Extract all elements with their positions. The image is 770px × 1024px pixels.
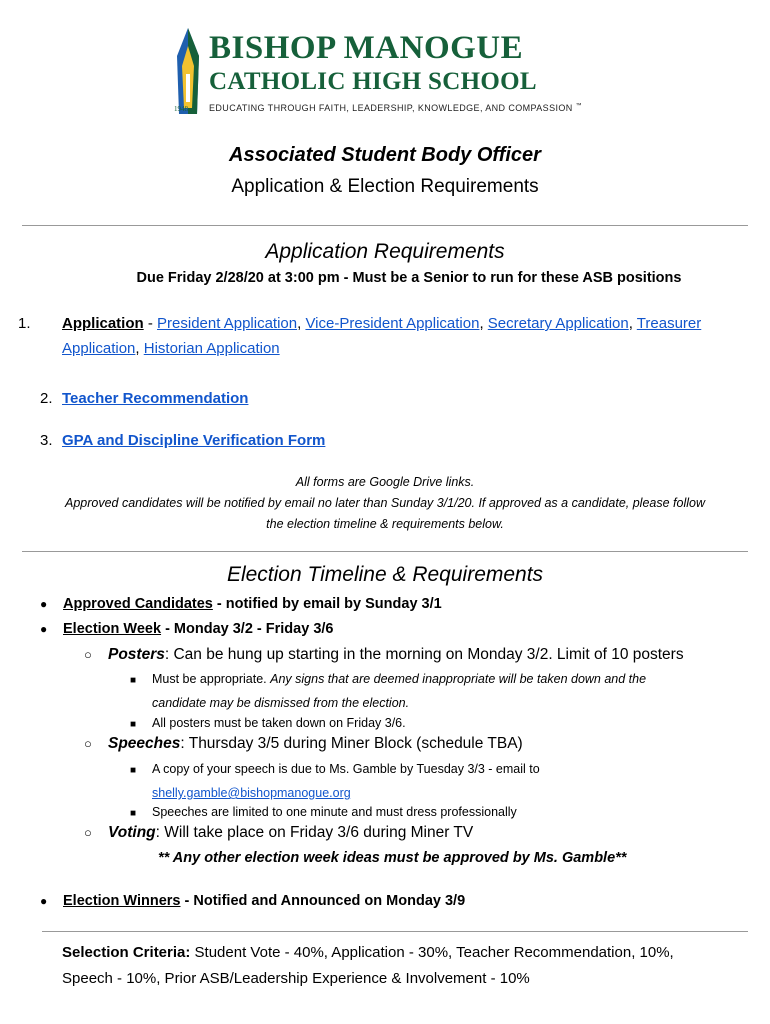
note-google-drive: All forms are Google Drive links. bbox=[295, 475, 475, 489]
bullet-election-week: ● Election Week - Monday 3/2 - Friday 3/6 bbox=[40, 621, 334, 637]
selection-criteria: Selection Criteria: Student Vote - 40%, Application - 30%, Teacher Recommendation, 10%, Speech - 10%, Prior ASB/Leadership Experience & Involvement - 10% bbox=[62, 944, 674, 987]
circle-bullet-glyph: ○ bbox=[84, 736, 92, 751]
note-follow: the election timeline & requirements below. bbox=[266, 517, 504, 531]
bullet-approved-candidates: ● Approved Candidates - notified by email by Sunday 3/1 bbox=[40, 596, 442, 612]
bullet-election-winners: ● Election Winners - Notified and Announced on Monday 3/9 bbox=[40, 893, 466, 909]
gamble-email-link[interactable]: shelly.gamble@bishopmanogue.org bbox=[152, 786, 351, 800]
sub-bullet-voting: ○ Voting: Will take place on Friday 3/6 during Miner TV bbox=[84, 824, 474, 841]
poster-rule-takedown: ■ All posters must be taken down on Friday 3/6. bbox=[130, 712, 406, 736]
teacher-recommendation-link[interactable]: Teacher Recommendation bbox=[62, 390, 249, 407]
bullet-glyph: ● bbox=[40, 894, 48, 908]
square-bullet-glyph: ■ bbox=[130, 765, 137, 776]
speech-rule-copy: ■ A copy of your speech is due to Ms. Gamble by Tuesday 3/3 - email to shelly.gamble@bishopmanogue.org bbox=[130, 762, 540, 800]
election-heading: Election Timeline & Requirements bbox=[226, 563, 544, 586]
school-motto: EDUCATING THROUGH FAITH, LEADERSHIP, KNOWLEDGE, AND COMPASSION ™ bbox=[209, 103, 583, 113]
note-notified: Approved candidates will be notified by email no later than Sunday 3/1/20. If approved as a candidate, please follow bbox=[65, 496, 705, 510]
square-bullet-glyph: ■ bbox=[130, 808, 137, 819]
vice-president-application-link[interactable]: Vice-President Application bbox=[305, 315, 480, 332]
page-title: Associated Student Body Officer bbox=[229, 144, 541, 166]
treasurer-application-link[interactable]: Treasurer Application bbox=[62, 315, 702, 357]
speech-rule-length: ■ Speeches are limited to one minute and must dress professionally bbox=[130, 801, 517, 825]
poster-rule-appropriate: ■ Must be appropriate. Any signs that are deemed inappropriate will be taken down and the candidate may be dismissed from the election. bbox=[130, 672, 647, 710]
school-name: BISHOP MANOGUE bbox=[209, 30, 524, 66]
sub-bullet-speeches: ○ Speeches: Thursday 3/5 during Miner Block (schedule TBA) bbox=[84, 735, 523, 752]
bullet-glyph: ● bbox=[40, 597, 48, 611]
divider bbox=[22, 551, 748, 552]
square-bullet-glyph: ■ bbox=[130, 719, 137, 730]
sub-bullet-posters: ○ Posters: Can be hung up starting in the morning on Monday 3/2. Limit of 10 posters bbox=[84, 646, 684, 663]
divider bbox=[42, 931, 748, 932]
list-item-gpa-form: 3. GPA and Discipline Verification Form bbox=[40, 432, 326, 449]
application-label: Application bbox=[62, 315, 144, 332]
other-ideas-note: ** Any other election week ideas must be approved by Ms. Gamble** bbox=[158, 850, 627, 866]
circle-bullet-glyph: ○ bbox=[84, 647, 92, 662]
list-item-teacher-rec: 2. Teacher Recommendation bbox=[40, 390, 249, 407]
historian-application-link[interactable]: Historian Application bbox=[143, 340, 280, 357]
application-heading: Application Requirements bbox=[265, 240, 505, 263]
due-line: Due Friday 2/28/20 at 3:00 pm - Must be a Senior to run for these ASB positions bbox=[136, 270, 682, 286]
crest-year: 1948 bbox=[174, 105, 188, 113]
gpa-verification-link[interactable]: GPA and Discipline Verification Form bbox=[62, 432, 326, 449]
circle-bullet-glyph: ○ bbox=[84, 825, 92, 840]
secretary-application-link[interactable]: Secretary Application bbox=[487, 315, 629, 332]
page-subtitle: Application & Election Requirements bbox=[231, 176, 539, 197]
square-bullet-glyph: ■ bbox=[130, 675, 137, 686]
divider bbox=[22, 225, 748, 226]
list-item-application: 1. Application - President Application, Vice-President Application, Secretary Application, Treasurer Application, Historian Application bbox=[18, 315, 702, 357]
school-subname: CATHOLIC HIGH SCHOOL bbox=[209, 68, 537, 95]
trademark-glyph: ™ bbox=[575, 103, 583, 109]
president-application-link[interactable]: President Application bbox=[157, 315, 298, 332]
bullet-glyph: ● bbox=[40, 622, 48, 636]
